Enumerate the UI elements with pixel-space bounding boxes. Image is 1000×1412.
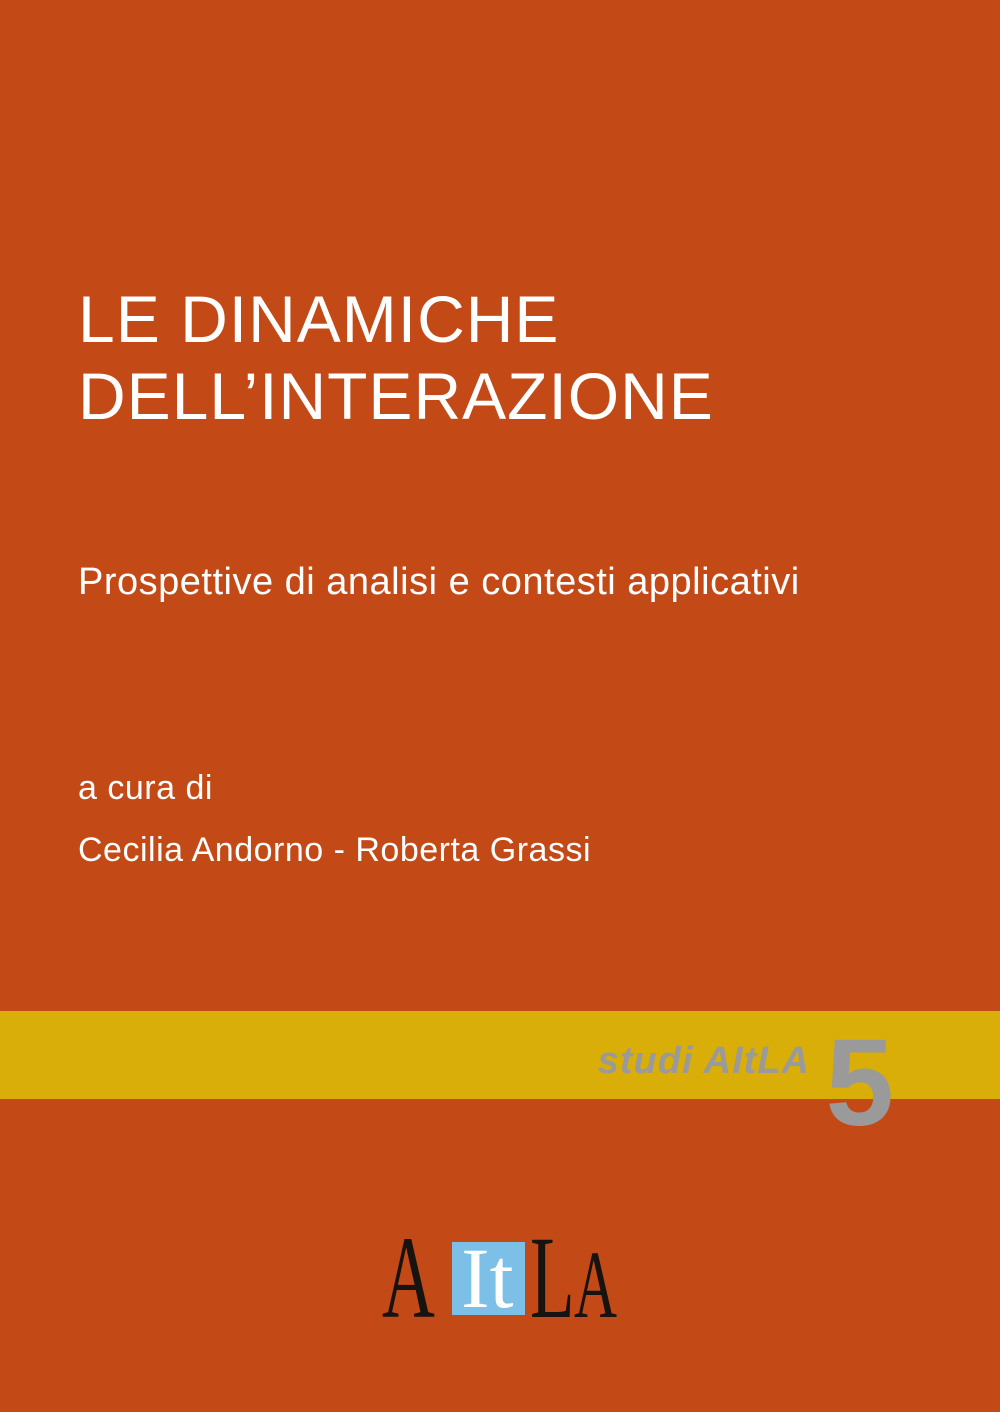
publisher-logo-letter-a2: A (574, 1231, 617, 1338)
series-label: studi AItLA (597, 1040, 810, 1082)
book-title-line1: LE DINAMICHE (78, 282, 560, 356)
publisher-logo-blue-box (452, 1230, 525, 1326)
publisher-logo-boxed-letters: It (461, 1230, 514, 1326)
publisher-logo-letter-l: L (530, 1212, 575, 1343)
edited-by-label: a cura di (78, 769, 213, 807)
publisher-logo (382, 1212, 617, 1343)
book-subtitle: Prospettive di analisi e contesti applicativi (78, 561, 800, 603)
publisher-logo-letter-a1: A (382, 1212, 435, 1343)
editors-names: Cecilia Andorno - Roberta Grassi (78, 831, 592, 869)
book-title-line2: DELL’INTERAZIONE (78, 359, 714, 433)
series-volume-number: 5 (825, 1015, 894, 1152)
book-title (78, 281, 714, 435)
